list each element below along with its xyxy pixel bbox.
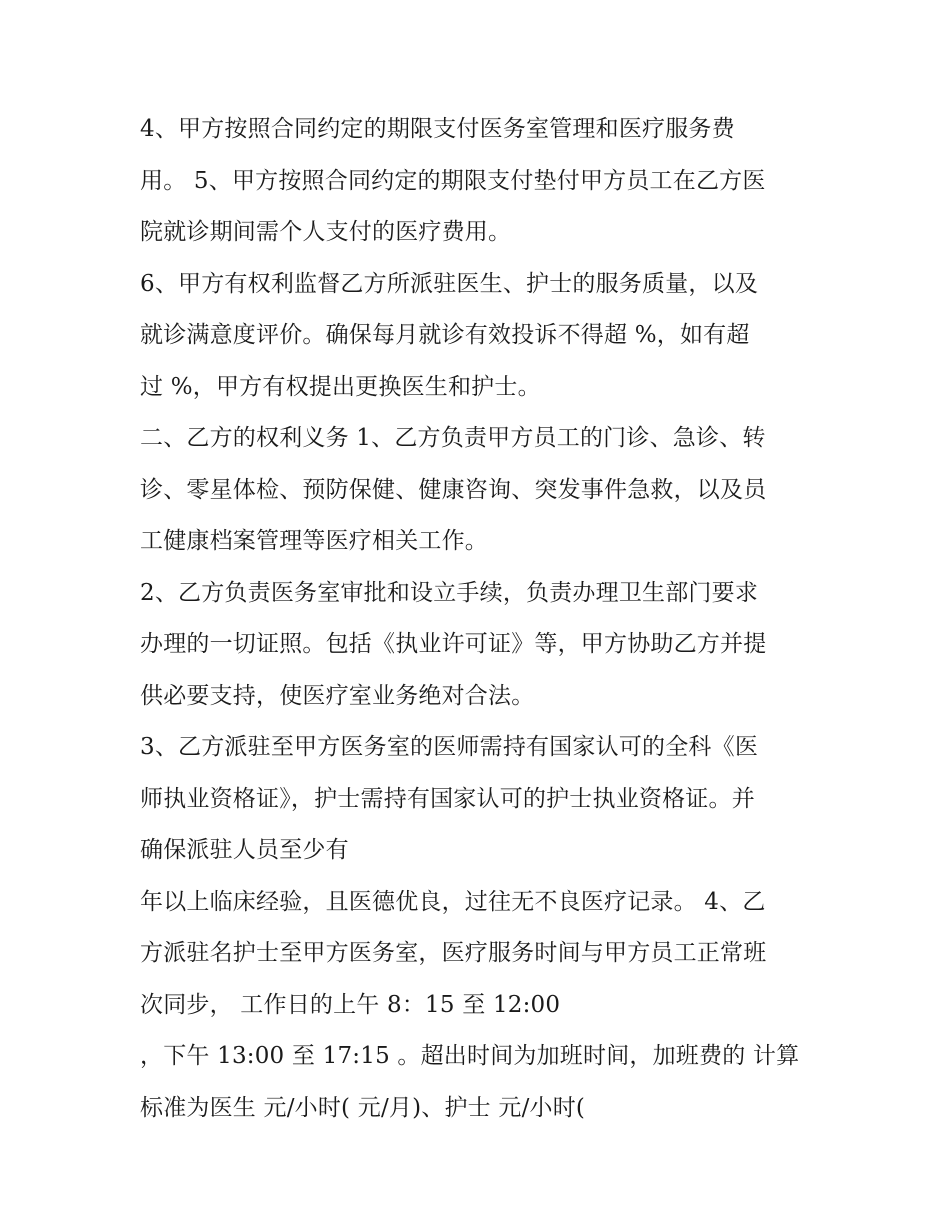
- text-line: 二、乙方的权利义务 1、乙方负责甲方员工的门诊、急诊、转: [140, 425, 766, 451]
- text-line: 3、乙方派驻至甲方医务室的医师需持有国家认可的全科《医: [140, 734, 759, 760]
- text-line: 供必要支持，使医疗室业务绝对合法。: [140, 682, 535, 709]
- text-line: ，下午 13:00 至 17:15 。超出时间为加班时间，加班费的 计算: [140, 1043, 800, 1069]
- text-line: 诊、零星体检、预防保健、健康咨询、突发事件急救，以及员: [140, 476, 767, 503]
- text-line: 4、甲方按照合同约定的期限支付医务室管理和医疗服务费: [140, 116, 735, 142]
- text-line: 确保派驻人员至少有: [140, 837, 349, 863]
- document-page: [140, 104, 820, 1134]
- text-line: 工健康档案管理等医疗相关工作。: [140, 528, 488, 554]
- text-line: 方派驻名护士至甲方医务室，医疗服务时间与甲方员工正常班: [140, 940, 767, 966]
- text-line: 就诊满意度评价。确保每月就诊有效投诉不得超 %，如有超: [140, 322, 750, 348]
- text-line: 办理的一切证照。包括《执业许可证》等，甲方协助乙方并提: [140, 631, 767, 657]
- text-line: 6、甲方有权利监督乙方所派驻医生、护士的服务质量，以及: [140, 270, 759, 297]
- text-line: 年以上临床经验，且医德优良，过往无不良医疗记录。 4、乙: [140, 888, 766, 915]
- text-line: 用。 5、甲方按照合同约定的期限支付垫付甲方员工在乙方医: [140, 167, 766, 194]
- text-line: 师执业资格证》，护士需持有国家认可的护士执业资格证。并: [140, 785, 755, 812]
- text-line: 标准为医生 元/小时( 元/月)、护士 元/小时(: [140, 1094, 586, 1121]
- text-line: 过 %，甲方有权提出更换医生和护士。: [140, 373, 541, 400]
- text-line: 院就诊期间需个人支付的医疗费用。: [140, 219, 512, 245]
- text-line: 2、乙方负责医务室审批和设立手续，负责办理卫生部门要求: [140, 579, 759, 606]
- text-line: 次同步， 工作日的上午 8：15 至 12:00: [140, 991, 561, 1018]
